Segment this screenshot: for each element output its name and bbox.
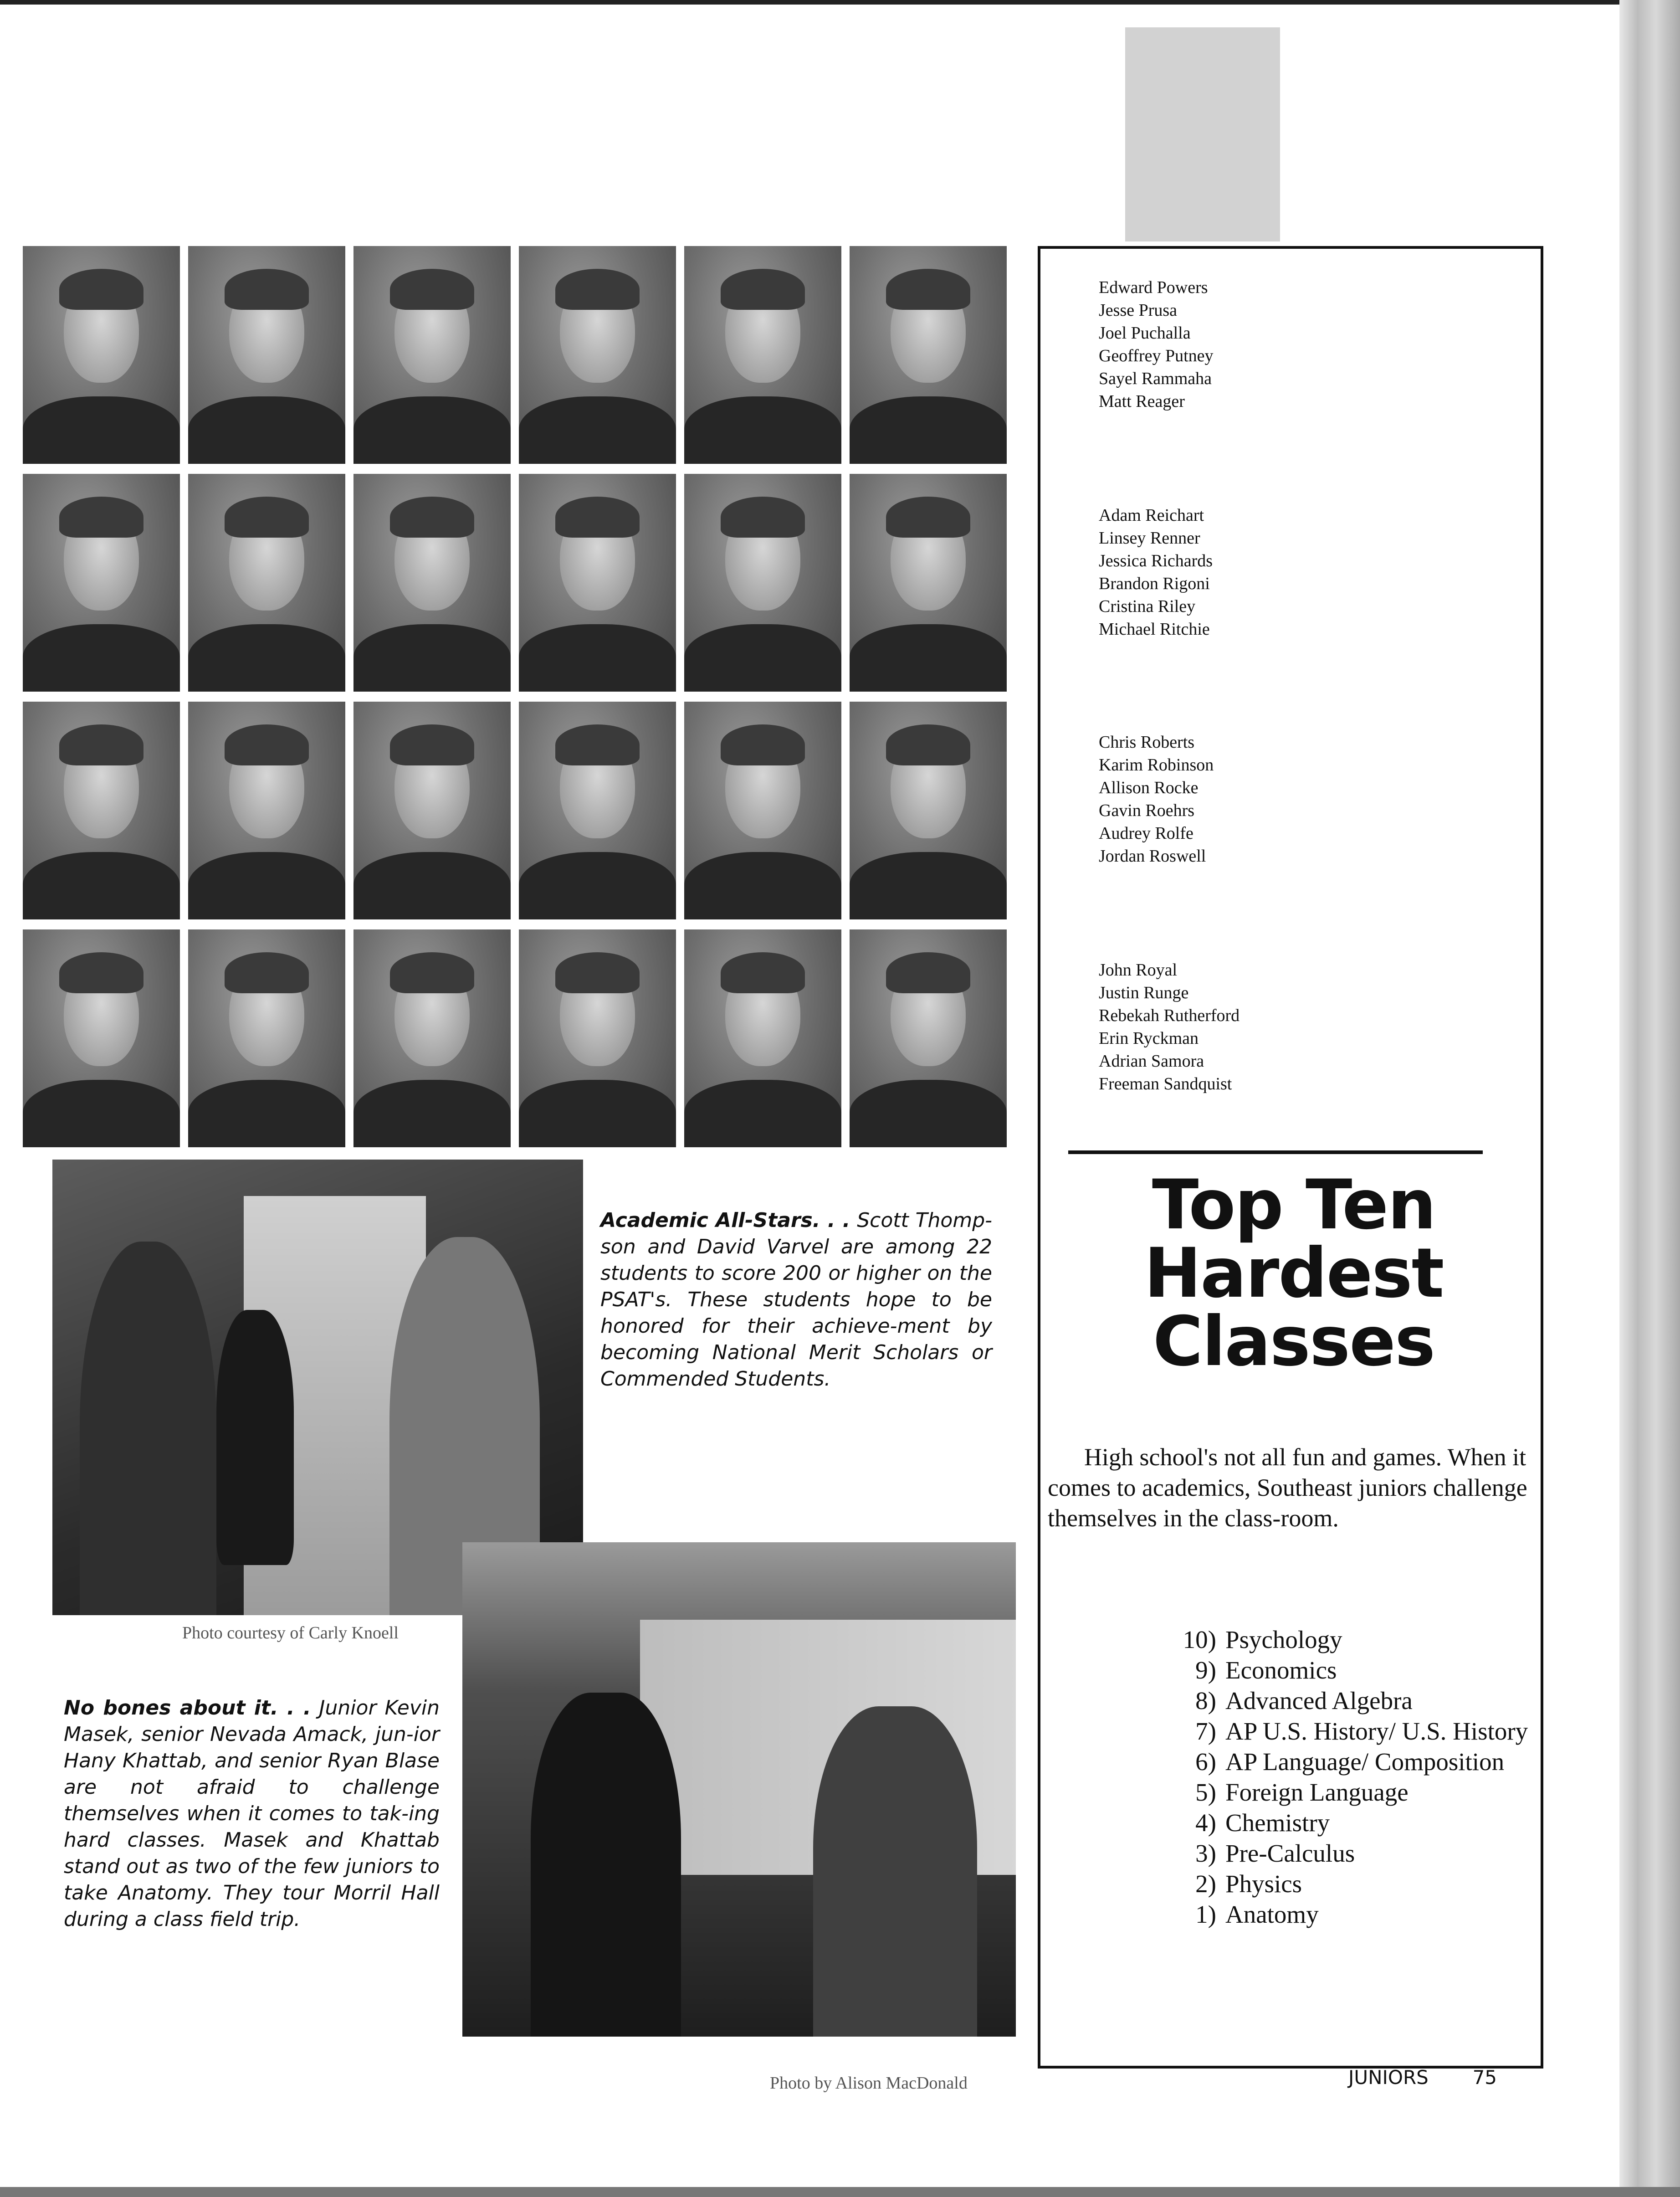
student-portrait [684, 929, 841, 1147]
list-number: 1) [1195, 1900, 1216, 1928]
list-text: AP U.S. History/ U.S. History [1225, 1717, 1528, 1745]
name-item: Chris Roberts [1099, 733, 1195, 752]
name-group-1 [1099, 276, 1372, 413]
portrait-grid [23, 246, 1007, 1157]
list-text: Physics [1225, 1870, 1302, 1898]
list-item [1139, 1807, 1549, 1838]
name-item: Adam Reichart [1099, 506, 1204, 525]
list-number: 2) [1195, 1870, 1216, 1898]
student-portrait [23, 246, 180, 464]
name-item: Erin Ryckman [1099, 1029, 1199, 1048]
student-portrait [188, 474, 345, 692]
student-portrait [850, 246, 1007, 464]
portrait-hair [886, 269, 970, 310]
name-item: Brandon Rigoni [1099, 574, 1210, 593]
student-portrait [353, 474, 511, 692]
caption-body: Scott Thomp-son and David Varvel are among 22 students to score 200 or higher on the PSAT's. These students hope to be honored for their achieve-ment by becoming National Merit Scholars or Commended Students. [600, 1209, 992, 1391]
portrait-hair [721, 269, 805, 310]
portrait-hair [555, 497, 640, 538]
name-item: Audrey Rolfe [1099, 824, 1193, 843]
name-item: Sayel Rammaha [1099, 369, 1212, 388]
list-text: Economics [1225, 1656, 1337, 1684]
student-portrait [684, 702, 841, 919]
portrait-hair [886, 497, 970, 538]
list-text: Advanced Algebra [1225, 1687, 1413, 1714]
name-item: Justin Runge [1099, 983, 1189, 1002]
portrait-body [188, 396, 345, 464]
name-item: Jordan Roswell [1099, 847, 1206, 866]
portrait-hair [721, 724, 805, 765]
caption-body: Junior Kevin Masek, senior Nevada Amack, jun-ior Hany Khattab, and senior Ryan Blase are not afraid to challenge themselves when it comes to tak-ing hard classes. Masek and Khattab stand out as two of the few juniors to take Anatomy. They tour Morril Hall during a class field trip. [64, 1696, 440, 1931]
student-portrait [23, 474, 180, 692]
portrait-body [353, 852, 511, 919]
portrait-hair [59, 952, 143, 993]
name-item: Jessica Richards [1099, 551, 1213, 570]
caption-lead: No bones about it. . . [64, 1696, 311, 1720]
photo-morril-hall [462, 1542, 1016, 2037]
name-item: Karim Robinson [1099, 755, 1214, 775]
sidebar-title [1052, 1165, 1535, 1381]
photo-statue [216, 1310, 294, 1565]
portrait-hair [390, 952, 474, 993]
list-text: AP Language/ Composition [1225, 1748, 1505, 1776]
portrait-hair [390, 724, 474, 765]
portrait-body [188, 1080, 345, 1147]
portrait-hair [59, 497, 143, 538]
portrait-hair [555, 724, 640, 765]
list-number: 4) [1195, 1809, 1216, 1837]
list-number: 6) [1195, 1748, 1216, 1776]
portrait-body [353, 1080, 511, 1147]
portrait-body [353, 396, 511, 464]
sidebar-title-line: Classes [1152, 1302, 1435, 1381]
name-item: Freeman Sandquist [1099, 1074, 1232, 1093]
portrait-hair [721, 952, 805, 993]
student-portrait [188, 702, 345, 919]
caption-academic-all-stars [600, 1207, 992, 1392]
portrait-hair [886, 952, 970, 993]
list-number: 10) [1183, 1626, 1216, 1653]
list-text: Foreign Language [1225, 1778, 1409, 1806]
name-item: Joel Puchalla [1099, 323, 1191, 343]
portrait-body [519, 396, 676, 464]
page-edge-shadow [1619, 0, 1680, 2197]
portrait-body [519, 624, 676, 692]
gray-tab [1125, 27, 1280, 241]
portrait-body [188, 624, 345, 692]
name-group-2 [1099, 504, 1372, 641]
portrait-hair [225, 724, 309, 765]
name-group-3 [1099, 731, 1372, 868]
list-text: Psychology [1225, 1626, 1342, 1653]
name-item: Michael Ritchie [1099, 620, 1210, 639]
folio-page-number: 75 [1472, 2066, 1497, 2089]
student-portrait [188, 246, 345, 464]
name-item: Matt Reager [1099, 392, 1185, 411]
name-item: Linsey Renner [1099, 529, 1200, 548]
portrait-body [519, 1080, 676, 1147]
sidebar-intro: High school's not all fun and games. When it comes to academics, Southeast juniors challenge themselves in the class-room. [1048, 1443, 1527, 1532]
list-number: 7) [1195, 1717, 1216, 1745]
name-group-4 [1099, 959, 1372, 1095]
student-portrait [519, 246, 676, 464]
list-number: 5) [1195, 1778, 1216, 1806]
list-text: Pre-Calculus [1225, 1839, 1355, 1867]
caption-no-bones [64, 1695, 440, 1933]
portrait-hair [886, 724, 970, 765]
portrait-body [23, 396, 180, 464]
portrait-hair [225, 952, 309, 993]
list-number: 9) [1195, 1656, 1216, 1684]
portrait-body [684, 852, 841, 919]
portrait-hair [225, 497, 309, 538]
folio [1348, 2066, 1497, 2089]
list-item [1139, 1868, 1549, 1899]
photo-student-back [813, 1706, 977, 2037]
portrait-body [23, 852, 180, 919]
portrait-body [684, 1080, 841, 1147]
sidebar-title-line: Top Ten [1152, 1165, 1435, 1245]
student-portrait [519, 702, 676, 919]
student-portrait [684, 474, 841, 692]
student-portrait [353, 702, 511, 919]
student-portrait [850, 929, 1007, 1147]
student-portrait [353, 246, 511, 464]
list-item [1139, 1899, 1549, 1930]
student-portrait [850, 474, 1007, 692]
portrait-body [850, 1080, 1007, 1147]
portrait-hair [59, 724, 143, 765]
portrait-body [684, 624, 841, 692]
portrait-body [850, 852, 1007, 919]
portrait-hair [225, 269, 309, 310]
name-item: Edward Powers [1099, 278, 1208, 297]
sidebar-title-line: Hardest [1144, 1234, 1444, 1313]
name-item: Jesse Prusa [1099, 301, 1178, 320]
student-portrait [850, 702, 1007, 919]
student-portrait [684, 246, 841, 464]
student-portrait [353, 929, 511, 1147]
portrait-hair [59, 269, 143, 310]
list-text: Anatomy [1225, 1900, 1319, 1928]
list-number: 3) [1195, 1839, 1216, 1867]
list-text: Chemistry [1225, 1809, 1330, 1837]
name-item: Cristina Riley [1099, 597, 1196, 616]
photo-student-left [80, 1242, 216, 1615]
page-bottom-edge [0, 2187, 1680, 2197]
list-number: 8) [1195, 1687, 1216, 1714]
portrait-hair [555, 269, 640, 310]
list-item [1139, 1746, 1549, 1777]
portrait-body [850, 396, 1007, 464]
list-item [1139, 1685, 1549, 1716]
name-item: John Royal [1099, 960, 1178, 980]
portrait-hair [390, 497, 474, 538]
list-item [1139, 1777, 1549, 1807]
name-item: Gavin Roehrs [1099, 801, 1195, 820]
sidebar-rule [1068, 1150, 1483, 1154]
caption-lead: Academic All-Stars. . . [600, 1209, 850, 1232]
photo-credit-2: Photo by Alison MacDonald [770, 2074, 968, 2093]
list-item [1139, 1716, 1549, 1746]
portrait-hair [721, 497, 805, 538]
portrait-body [684, 396, 841, 464]
list-item [1139, 1624, 1549, 1655]
portrait-body [850, 624, 1007, 692]
name-item: Geoffrey Putney [1099, 346, 1214, 365]
student-portrait [519, 474, 676, 692]
name-item: Rebekah Rutherford [1099, 1006, 1240, 1025]
student-portrait [23, 702, 180, 919]
portrait-hair [555, 952, 640, 993]
portrait-body [353, 624, 511, 692]
portrait-body [188, 852, 345, 919]
portrait-body [23, 624, 180, 692]
portrait-body [23, 1080, 180, 1147]
student-portrait [23, 929, 180, 1147]
name-item: Adrian Samora [1099, 1052, 1204, 1071]
student-portrait [188, 929, 345, 1147]
portrait-body [519, 852, 676, 919]
photo-credit-1: Photo courtesy of Carly Knoell [182, 1623, 399, 1643]
name-item: Allison Rocke [1099, 778, 1199, 797]
portrait-hair [390, 269, 474, 310]
list-item [1139, 1655, 1549, 1685]
folio-section: JUNIORS [1348, 2066, 1429, 2089]
page-top-edge [0, 0, 1640, 5]
list-item [1139, 1838, 1549, 1868]
hardest-classes-list [1139, 1624, 1549, 1930]
student-portrait [519, 929, 676, 1147]
photo-student-front [531, 1693, 681, 2037]
